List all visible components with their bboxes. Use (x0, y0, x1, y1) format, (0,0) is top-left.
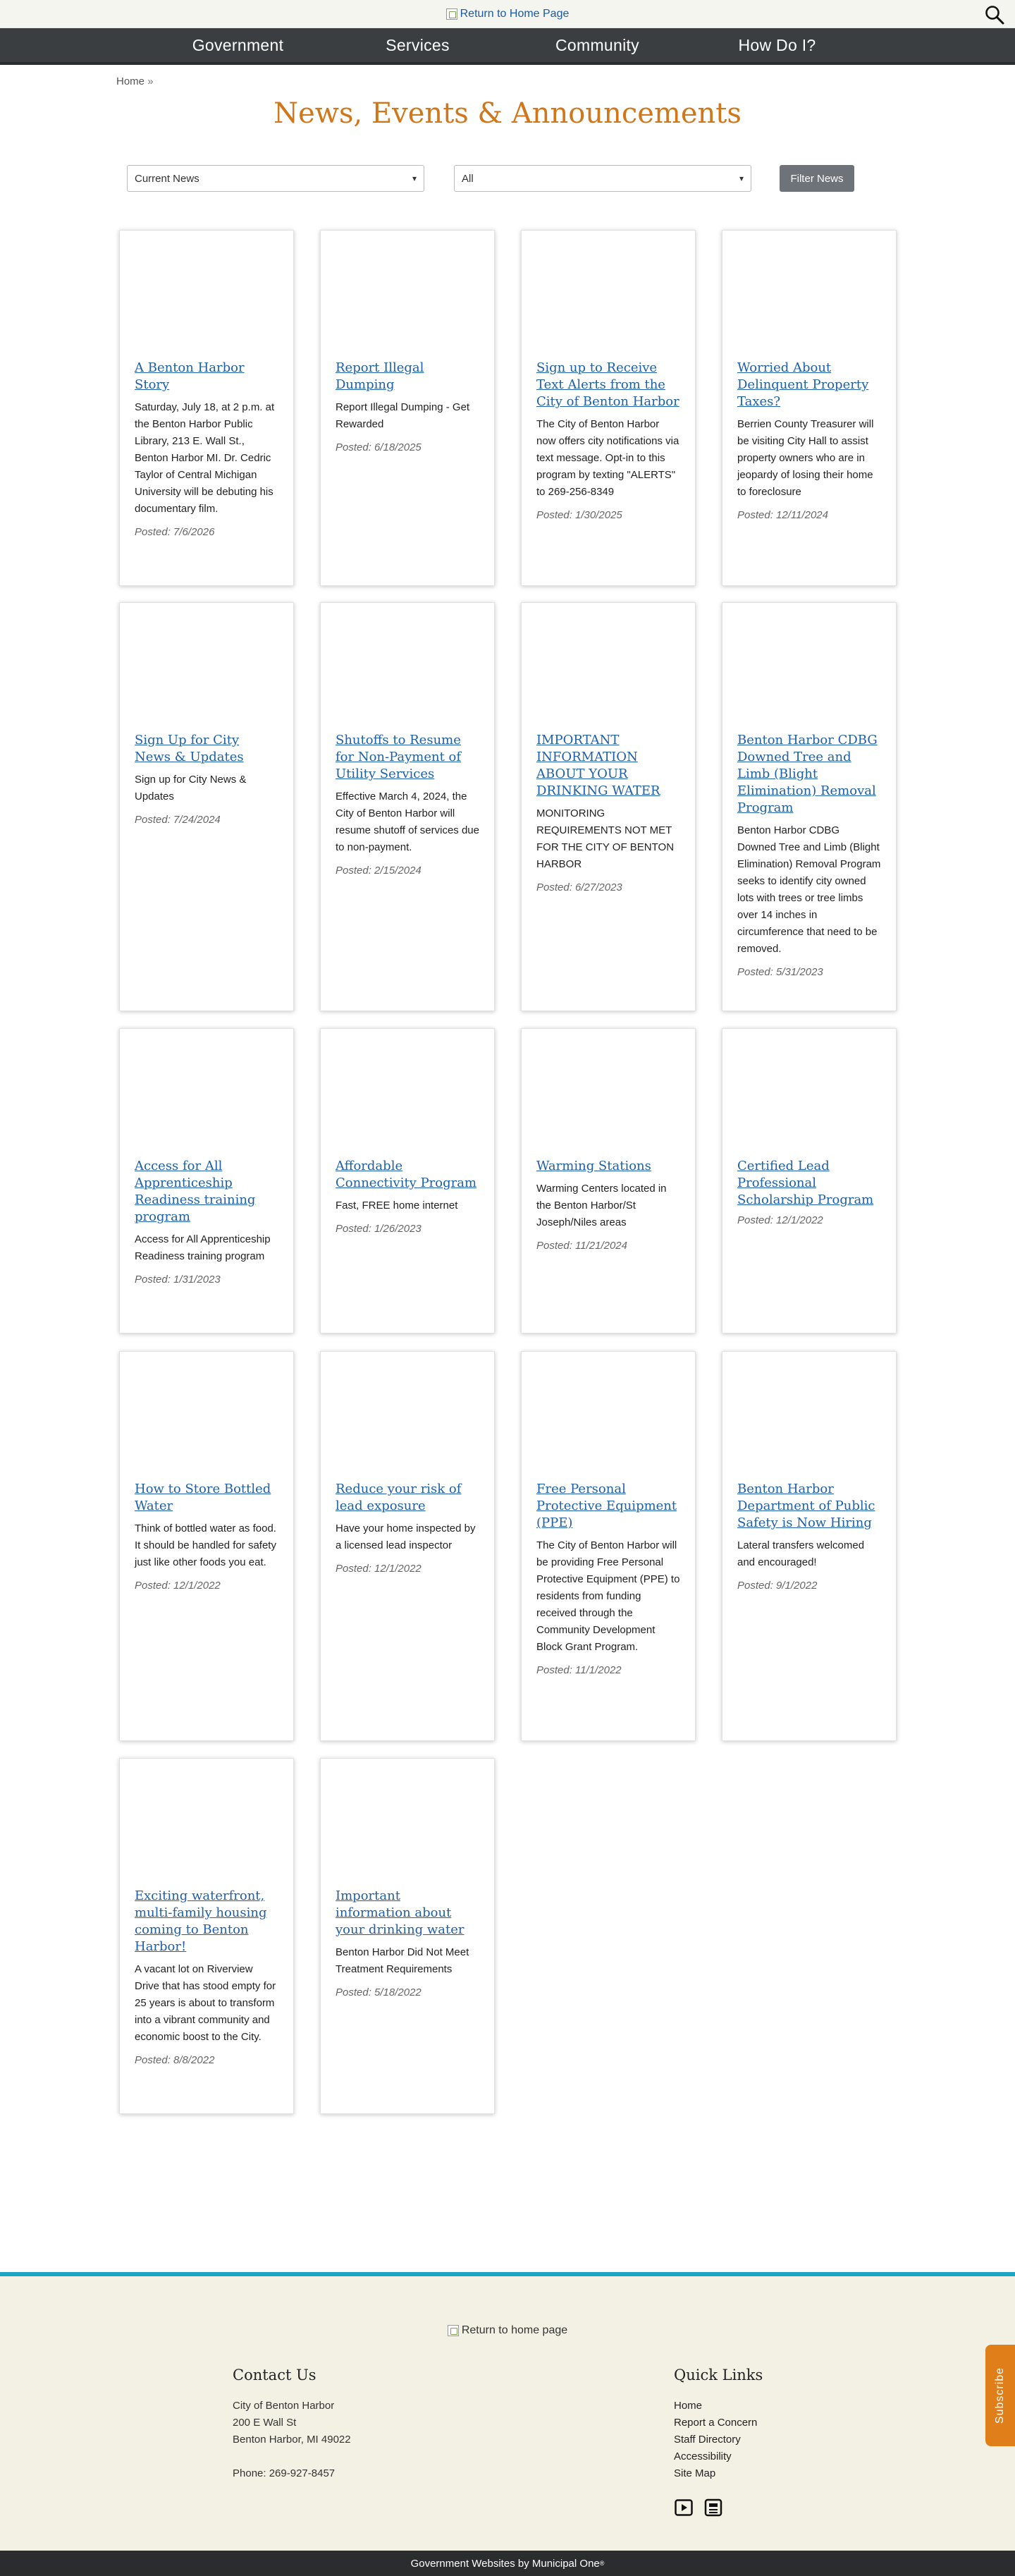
breadcrumb-home-link[interactable]: Home (116, 75, 145, 87)
news-card-description: Warming Centers located in the Benton Harbor/St Joseph/Niles areas (536, 1183, 667, 1228)
contact-street: 200 E Wall St (233, 2417, 297, 2429)
news-card (521, 602, 696, 1011)
news-card-date: Posted: 12/1/2022 (135, 1580, 221, 1592)
youtube-icon[interactable] (674, 2498, 694, 2517)
news-card-description: Sign up for City News & Updates (135, 774, 247, 802)
news-card-description: Berrien County Treasurer will be visiting City Hall to assist property owners who are in jeopardy of losing their home to foreclosure (737, 418, 874, 498)
news-card-date: Posted: 1/26/2023 (336, 1223, 422, 1235)
credit-text[interactable]: Government Websites by Municipal One (410, 2557, 600, 2570)
news-card-description: The City of Benton Harbor now offers city notifications via text message. Opt-in to this program by texting "ALERTS" to 269-256-8349 (536, 418, 679, 498)
news-card (722, 1028, 897, 1333)
news-card-date: Posted: 12/1/2022 (336, 1563, 422, 1575)
news-card-date: Posted: 9/1/2022 (737, 1580, 818, 1592)
news-card (521, 230, 696, 586)
chevron-down-icon: ▾ (739, 173, 744, 183)
news-card (722, 1351, 897, 1741)
registered-mark: ® (599, 2560, 605, 2567)
news-card-date: Posted: 7/24/2024 (135, 814, 221, 826)
nav-item-community[interactable]: Community (555, 35, 639, 54)
news-card-description: Benton Harbor CDBG Downed Tree and Limb (Blight Elimination) Removal Program seeks to identify city owned lots with trees or tree limbs over 14 inches in circumference that need to be removed. (737, 824, 881, 955)
contact-heading: Contact Us (233, 2367, 316, 2383)
news-card-title[interactable]: Certified Lead Professional Scholarship Program (737, 1159, 874, 1207)
news-card-description: A vacant lot on Riverview Drive that has stood empty for 25 years is about to transform into a vibrant community and economic boost to the City. (135, 1963, 276, 2043)
quick-link-report-concern[interactable]: Report a Concern (674, 2417, 758, 2429)
news-card (320, 1028, 495, 1333)
news-card-title[interactable]: Access for All Apprenticeship Readiness training program (135, 1159, 256, 1224)
home-logo-link[interactable] (446, 8, 570, 20)
news-card-title[interactable]: Worried About Delinquent Property Taxes? (737, 360, 869, 409)
news-card-title[interactable]: Shutoffs to Resume for Non-Payment of Utility Services (336, 733, 462, 781)
news-card-description: Fast, FREE home internet (336, 1200, 458, 1211)
news-card (119, 1351, 294, 1741)
breadcrumb (116, 75, 154, 87)
news-card-description: Have your home inspected by a licensed lead inspector (336, 1522, 476, 1551)
subscribe-label: Subscribe (994, 2367, 1006, 2424)
quick-link-staff-directory[interactable]: Staff Directory (674, 2434, 741, 2446)
news-card (119, 602, 294, 1011)
news-card-title[interactable]: Exciting waterfront, multi-family housing coming to Benton Harbor! (135, 1888, 267, 1954)
news-card-title[interactable]: Benton Harbor Department of Public Safety is Now Hiring (737, 1482, 875, 1530)
news-card-title[interactable]: Important information about your drinking water (336, 1888, 465, 1937)
news-card-description: Effective March 4, 2024, the City of Benton Harbor will resume shutoff of services due to non-payment. (336, 790, 479, 853)
news-card (521, 1351, 696, 1741)
news-card-title[interactable]: Benton Harbor CDBG Downed Tree and Limb (Blight Elimination) Removal Program (737, 733, 878, 815)
news-card-description: Report Illegal Dumping - Get Rewarded (336, 401, 470, 430)
home-logo-alt-text: Return to Home Page (460, 7, 570, 20)
category-select[interactable] (127, 165, 424, 192)
news-card-date: Posted: 11/21/2024 (536, 1240, 627, 1252)
quick-links (674, 2367, 763, 2517)
news-card-title[interactable]: Sign Up for City News & Updates (135, 733, 244, 764)
newsletter-icon[interactable] (703, 2498, 723, 2517)
search-icon[interactable] (984, 4, 1005, 25)
news-card-title[interactable]: A Benton Harbor Story (135, 360, 245, 392)
news-card-date: Posted: 2/15/2024 (336, 865, 422, 877)
contact-us (233, 2367, 351, 2482)
broken-image-icon (448, 2325, 459, 2336)
news-card (119, 1758, 294, 2114)
contact-phone: Phone: 269-927-8457 (233, 2467, 336, 2479)
news-card (722, 230, 897, 586)
news-card-date: Posted: 6/27/2023 (536, 881, 622, 893)
subcategory-select[interactable] (454, 165, 751, 192)
quick-link-home[interactable]: Home (674, 2400, 703, 2412)
news-card-date: Posted: 5/18/2022 (336, 1986, 422, 1998)
news-card-description: MONITORING REQUIREMENTS NOT MET FOR THE CITY OF BENTON HARBOR (536, 807, 675, 870)
news-card-date: Posted: 7/6/2026 (135, 526, 215, 538)
news-card-date: Posted: 6/18/2025 (336, 441, 422, 453)
news-card-title[interactable]: Warming Stations (536, 1159, 651, 1173)
nav-item-government[interactable]: Government (192, 35, 284, 54)
news-card-date: Posted: 5/31/2023 (737, 966, 823, 978)
breadcrumb-separator: » (147, 75, 154, 87)
news-card (320, 602, 495, 1011)
news-card-description: Think of bottled water as food. It should be handled for safety just like other foods you eat. (135, 1522, 276, 1568)
credit-bar (0, 2551, 1015, 2576)
news-card-description: Lateral transfers welcomed and encouraged! (737, 1539, 865, 1568)
news-card-description: Saturday, July 18, at 2 p.m. at the Benton Harbor Public Library, 213 E. Wall St., Benton Harbor MI. Dr. Cedric Taylor of Central Michigan University will be debuting his documentary film. (135, 401, 275, 515)
news-card-date: Posted: 12/11/2024 (737, 509, 828, 521)
contact-org: City of Benton Harbor (233, 2400, 335, 2412)
news-card-date: Posted: 12/1/2022 (737, 1214, 823, 1226)
footer-logo-link[interactable] (0, 2324, 1015, 2337)
news-card-title[interactable]: IMPORTANT INFORMATION ABOUT YOUR DRINKING WATER (536, 733, 660, 798)
quick-link-site-map[interactable]: Site Map (674, 2467, 716, 2479)
news-card-title[interactable]: Reduce your risk of lead exposure (336, 1482, 462, 1513)
subscribe-tab[interactable] (985, 2345, 1015, 2446)
social-links (674, 2498, 763, 2517)
news-card (320, 1351, 495, 1741)
category-select-value: Current News (135, 172, 199, 185)
news-card-title[interactable]: Report Illegal Dumping (336, 360, 424, 392)
news-card-date: Posted: 1/30/2025 (536, 509, 622, 521)
news-card-description: Benton Harbor Did Not Meet Treatment Requirements (336, 1946, 469, 1975)
nav-item-how-do-i[interactable]: How Do I? (738, 35, 816, 54)
news-filters (127, 165, 854, 192)
news-card (320, 230, 495, 586)
news-card (521, 1028, 696, 1333)
news-card-date: Posted: 1/31/2023 (135, 1274, 221, 1286)
news-card-date: Posted: 8/8/2022 (135, 2054, 215, 2066)
news-card-title[interactable]: Free Personal Protective Equipment (PPE) (536, 1482, 677, 1530)
site-footer (0, 2272, 1015, 2551)
contact-city: Benton Harbor, MI 49022 (233, 2434, 351, 2446)
broken-image-icon (446, 8, 457, 20)
page-title: News, Events & Announcements (273, 97, 742, 130)
footer-logo-alt-text: Return to home page (461, 2324, 568, 2336)
news-card-title[interactable]: Sign up to Receive Text Alerts from the City of Benton Harbor (536, 360, 679, 409)
quick-link-accessibility[interactable]: Accessibility (674, 2450, 732, 2462)
news-card-description: Access for All Apprenticeship Readiness training program (135, 1233, 271, 1262)
chevron-down-icon: ▾ (412, 173, 417, 183)
quick-links-heading: Quick Links (674, 2367, 763, 2383)
news-card-date: Posted: 11/1/2022 (536, 1664, 622, 1676)
news-card (119, 1028, 294, 1333)
news-card (722, 602, 897, 1011)
news-card (119, 230, 294, 586)
news-card-title[interactable]: Affordable Connectivity Program (336, 1159, 477, 1190)
filter-news-button[interactable]: Filter News (780, 165, 854, 192)
news-card-description: The City of Benton Harbor will be providing Free Personal Protective Equipment (PPE) to residents from funding received through the Community Development Block Grant Program. (536, 1539, 680, 1653)
top-bar (0, 0, 1015, 28)
main-nav (0, 28, 1015, 65)
news-card-title[interactable]: How to Store Bottled Water (135, 1482, 271, 1513)
nav-item-services[interactable]: Services (386, 35, 450, 54)
subcategory-select-value: All (462, 172, 474, 185)
news-card (320, 1758, 495, 2114)
